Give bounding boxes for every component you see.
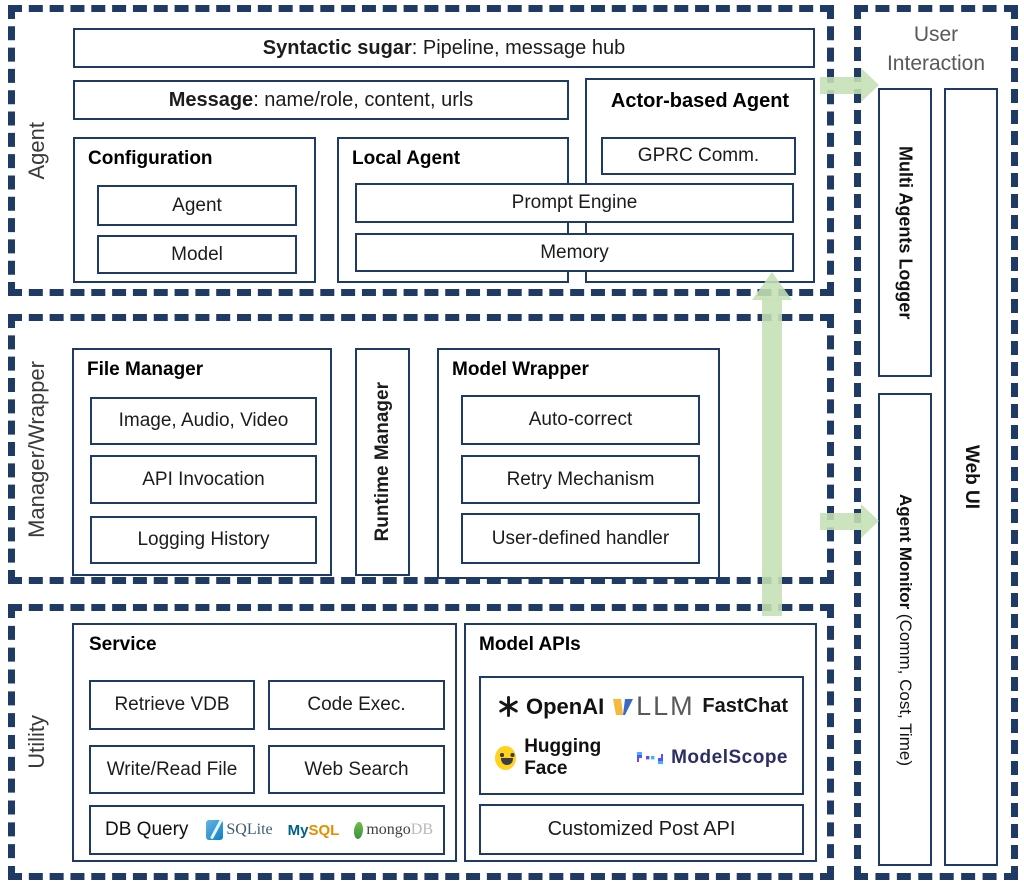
web-search-box: Web Search — [268, 745, 445, 794]
model-api-logos-row2 — [495, 736, 788, 780]
vllm-logo: LLM — [612, 691, 695, 722]
configuration-box: Configuration Agent Model — [73, 137, 316, 283]
multi-agents-logger-bar: Multi Agents Logger — [878, 88, 932, 377]
model-wrapper-box: Model Wrapper Auto-correct Retry Mechanism User-defined handler — [437, 348, 720, 579]
openai-icon — [495, 693, 522, 720]
prompt-engine-box: Prompt Engine — [355, 183, 794, 223]
file-manager-box: File Manager Image, Audio, Video API Invocation Logging History — [72, 348, 332, 576]
retry-mechanism-box: Retry Mechanism — [461, 455, 700, 504]
code-exec-box: Code Exec. — [268, 680, 445, 730]
vllm-v-icon — [612, 696, 634, 718]
image-audio-video-box: Image, Audio, Video — [90, 397, 317, 445]
utility-section-label: Utility — [24, 715, 49, 769]
mongodb-logo: mongo DB — [354, 821, 433, 839]
api-invocation-box: API Invocation — [90, 455, 317, 504]
manager-wrapper-section-label: Manager/Wrapper — [24, 360, 49, 538]
memory-box: Memory — [355, 233, 794, 272]
openai-logo: OpenAI — [495, 693, 604, 720]
customized-post-api-box: Customized Post API — [479, 804, 804, 855]
model-api-logos-row1 — [495, 691, 788, 722]
write-read-file-box: Write/Read File — [89, 745, 255, 794]
huggingface-logo: Hugging Face — [495, 736, 635, 780]
mysql-logo: My SQL — [287, 821, 340, 839]
configuration-agent-box: Agent — [97, 185, 297, 226]
logging-history-box: Logging History — [90, 516, 317, 564]
message-box: Message : name/role, content, urls — [73, 80, 569, 120]
model-api-logos-box — [479, 676, 804, 795]
auto-correct-box: Auto-correct — [461, 395, 700, 445]
agent-monitor-bar: Agent Monitor (Comm, Cost, Time) — [878, 393, 932, 866]
gprc-comm-box: GPRC Comm. — [601, 137, 796, 175]
modelscope-logo: ModelScope — [635, 747, 788, 769]
db-query-box: DB Query SQLite My SQL mongo DB — [89, 805, 445, 855]
user-defined-handler-box: User-defined handler — [461, 513, 700, 564]
sqlite-icon — [206, 820, 223, 840]
mongodb-leaf-icon — [353, 821, 364, 839]
user-interaction-title: User Interaction — [886, 23, 986, 76]
sqlite-logo: SQLite — [206, 820, 272, 840]
service-box: Service Retrieve VDB Code Exec. Write/Read File Web Search DB Query SQLite My SQL mongo DB — [72, 623, 457, 862]
huggingface-icon — [495, 746, 516, 770]
agent-section-label: Agent — [24, 121, 49, 180]
fastchat-logo: FastChat — [702, 695, 788, 717]
retrieve-vdb-box: Retrieve VDB — [89, 680, 255, 730]
db-logos — [206, 820, 433, 840]
web-ui-bar: Web UI — [944, 88, 998, 866]
runtime-manager-box: Runtime Manager — [355, 348, 410, 576]
modelscope-icon — [635, 748, 665, 768]
model-apis-box: Model APIs OpenAI LLM FastChat Hugging Face ModelScope Customized Post API — [464, 623, 817, 862]
local-agent-box: Local Agent — [337, 137, 569, 283]
configuration-model-box: Model — [97, 235, 297, 274]
actor-based-agent-box: Actor-based Agent GPRC Comm. — [585, 78, 815, 283]
syntactic-sugar-box: Syntactic sugar : Pipeline, message hub — [73, 28, 815, 68]
